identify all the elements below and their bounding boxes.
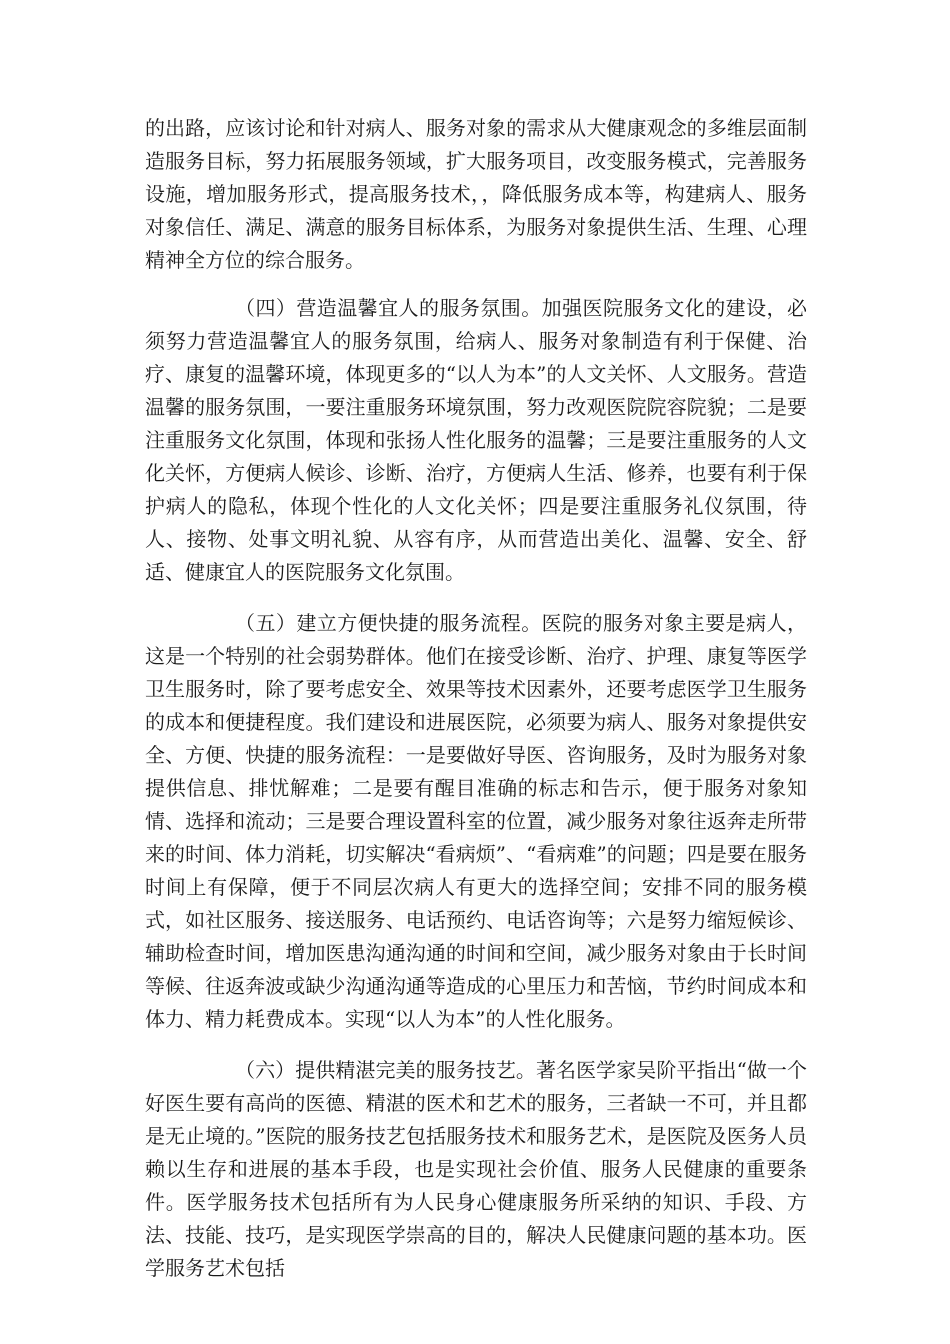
paragraph-continuation: 的出路，应该讨论和针对病人、服务对象的需求从大健康观念的多维层面制造服务目标，努力拓展服务领域，扩大服务项目，改变服务模式，完善服务设施，增加服务形式，提高服务技术，，降低服务成本等，构建病人、服务对象信任、满足、满意的服务目标体系，为服务对象提供生活、生理、心理精神全方位的综合服务。 [145, 116, 807, 272]
paragraph-section-four: （四）营造温馨宜人的服务氛围。加强医院服务文化的建设，必须努力营造温馨宜人的服务氛围，给病人、服务对象制造有利于保健、治疗、康复的温馨环境，体现更多的“以人为本”的人文关怀、人文服务。营造温馨的服务氛围，一要注重服务环境氛围，努力改观医院院容院貌；二是要注重服务文化氛围，体现和张扬人性化服务的温馨；三是要注重服务的人文化关怀，方便病人候诊、诊断、治疗，方便病人生活、修养，也要有利于保护病人的隐私，体现个性化的人文化关怀；四是要注重服务礼仪氛围，待人、接物、处事文明礼貌、从容有序，从而营造出美化、温馨、安全、舒适、健康宜人的医院服务文化氛围。 [145, 296, 807, 584]
paragraph-section-five: （五）建立方便快捷的服务流程。医院的服务对象主要是病人，这是一个特别的社会弱势群体。他们在接受诊断、治疗、护理、康复等医学卫生服务时，除了要考虑安全、效果等技术因素外，还要考虑医学卫生服务的成本和便捷程度。我们建设和进展医院，必须要为病人、服务对象提供安全、方便、快捷的服务流程：一是要做好导医、咨询服务，及时为服务对象提供信息、排忧解难；二是要有醒目准确的标志和告示，便于服务对象知情、选择和流动；三是要合理设置科室的位置，减少服务对象往返奔走所带来的时间、体力消耗，切实解决“看病烦”、“看病难”的问题；四是要在服务时间上有保障，便于不同层次病人有更大的选择空间；安排不同的服务模式，如社区服务、接送服务、电话预约、电话咨询等；六是努力缩短候诊、辅助检查时间，增加医患沟通沟通的时间和空间，减少服务对象由于长时间等候、往返奔波或缺少沟通沟通等造成的心里压力和苦恼，节约时间成本和体力、精力耗费成本。实现“以人为本”的人性化服务。 [145, 611, 807, 1031]
paragraph-section-six: （六）提供精湛完美的服务技艺。著名医学家吴阶平指出“做一个好医生要有高尚的医德、精湛的医术和艺术的服务，三者缺一不可，并且都是无止境的。”医院的服务技艺包括服务技术和服务艺术，是医院及医务人员赖以生存和进展的基本手段，也是实现社会价值、服务人民健康的重要条件。医学服务技术包括所有为人民身心健康服务所采纳的知识、手段、方法、技能、技巧，是实现医学崇高的目的，解决人民健康问题的基本功。医学服务艺术包括 [145, 1058, 807, 1280]
document-body [145, 112, 807, 1285]
